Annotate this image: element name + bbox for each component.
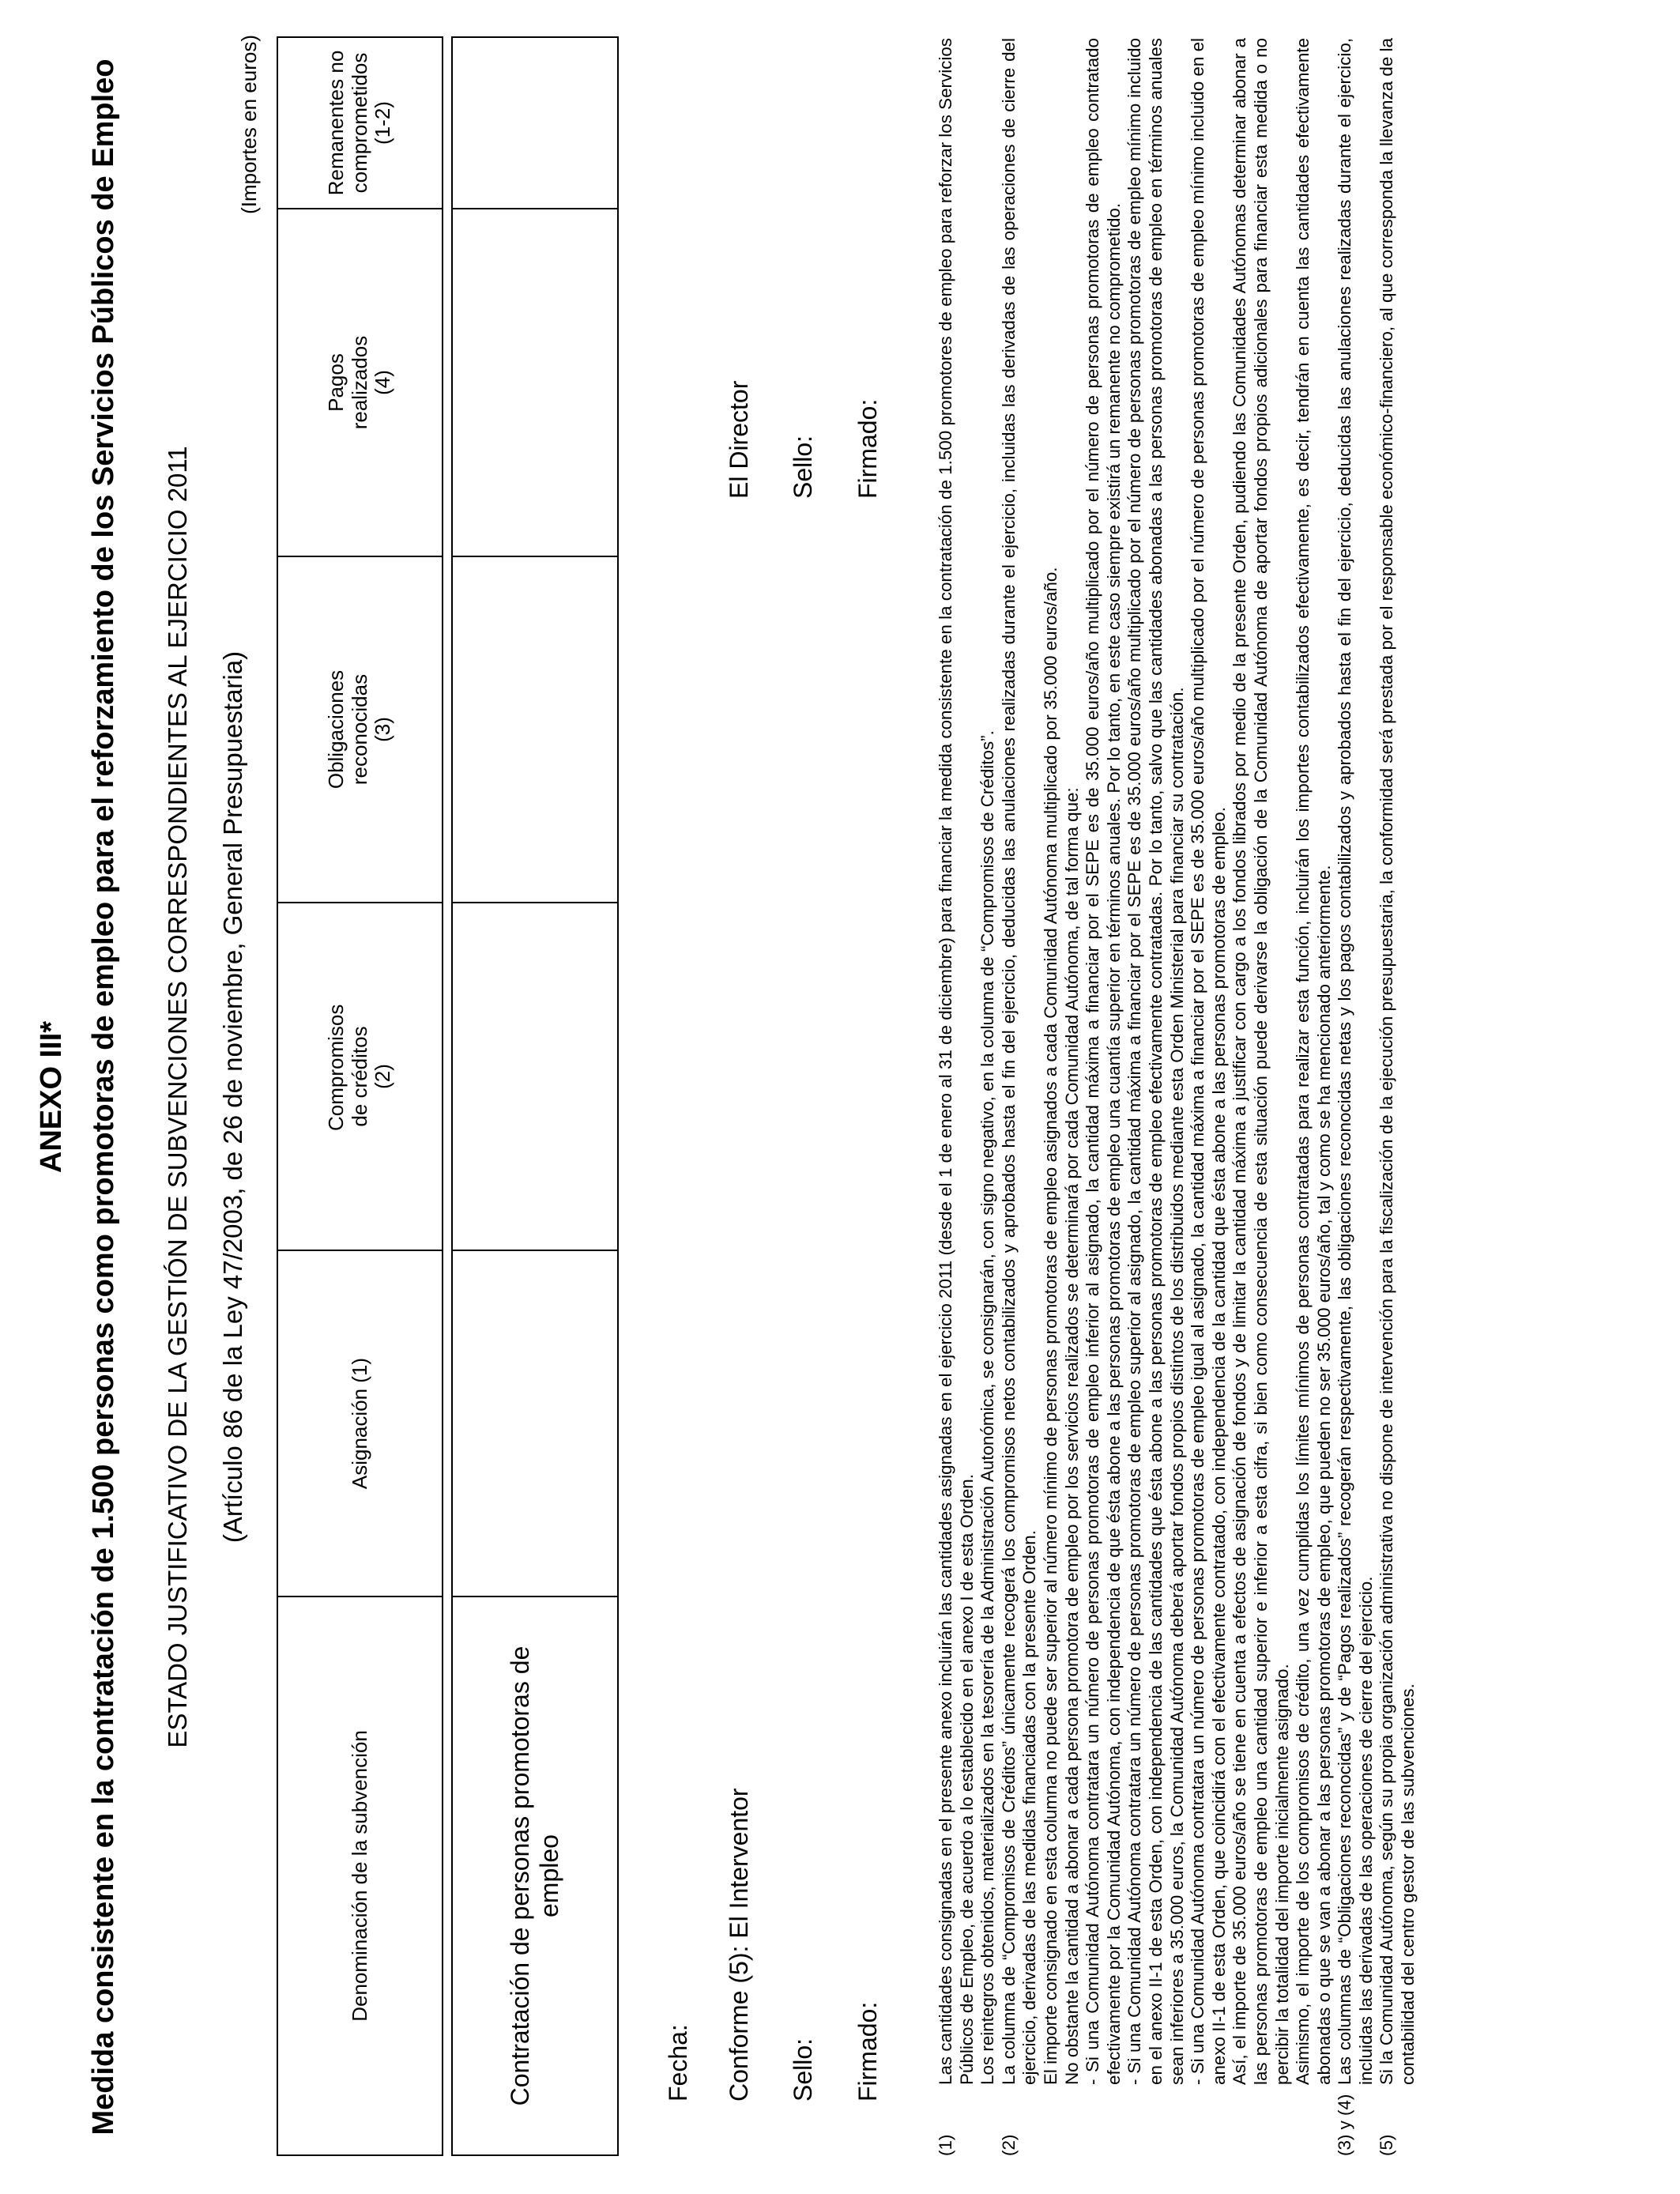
footnote-text: - Si una Comunidad Autónoma contratara un número de personas promotoras de empleo inferior al asignado, la cantidad máxima a financiar por el SEPE es de 35.000 euros/año multiplicado por el número de personas promotoras de empleo contratado efectivamente por la Comunidad Autónoma, con independencia de que ésta abone a las personas promotoras de empleo una cuantía superior en términos anuales. Por lo tanto, en este caso siempre existirá un remanente no comprometido. <box>1083 38 1124 2085</box>
footnote-text: Así, el importe de 35.000 euros/año se tiene en cuenta a efectos de asignación de fondos y de limitar la cantidad máxima a justificar con cargo a los fondos librados por medio de la presente Orden, pudiendo las Comunidades Autónomas determinar abonar a las personas promotoras de empleo una cantidad superior e inferior a esta cifra, si bien como consecuencia de esta situación puede derivarse la obligación de la Comunidad Autónoma de aportar fondos propios adicionales para financiar esta medida o no percibir la totalidad del importe inicialmente asignado. <box>1230 38 1292 2085</box>
table-cell <box>452 556 618 903</box>
table-row <box>452 37 618 2155</box>
footnote-text: No obstante la cantidad a abonar a cada persona promotora de empleo por los servicios realizados se determinará por cada Comunidad Autónoma, de tal forma que: <box>1061 787 1082 2085</box>
units-note: (Importes en euros) <box>237 35 261 214</box>
footnote-text: - Si una Comunidad Autónoma contratara un número de personas promotoras de empleo igual al asignado, la cantidad máxima a financiar por el SEPE es de 35.000 euros/año multiplicado por el número de personas promotoras de empleo mínimo incluido en el anexo II-1 de esta Orden, que coincidirá con el efectivamente contratado, con independencia de la cantidad que ésta abone a las personas promotoras de empleo. <box>1188 38 1229 2085</box>
report-subtitle: ESTADO JUSTIFICATIVO DE LA GESTIÓN DE SUBVENCIONES CORRESPONDIENTES AL EJERCICIO 2011 <box>163 446 192 1748</box>
footnote <box>1335 38 1377 2156</box>
footnote-text: Las cantidades consignadas en el presente anexo incluirán las cantidades asignadas en el ejercicio 2011 (desde el 1 de enero al 31 de diciembre) para financiar la medida consistente en la contratación de 1.500 promotores de empleo para reforzar los Servicios Públicos de Empleo, de acuerdo a lo establecido en el anexo I de esta Orden. <box>936 38 977 2085</box>
footnote-text: El importe consignado en esta columna no puede ser superior al número mínimo de personas promotoras de empleo asignados a cada Comunidad Autónoma multiplicado por 35.000 euros/año. <box>1040 567 1060 2085</box>
right-stamp-label: Sello: <box>789 435 817 499</box>
footnote-text: Los reintegros obtenidos, materializados en la tesorería de la Administración Autonómica, se consignarán, con signo negativo, en la columna de “Compromisos de Créditos”. <box>977 730 998 2085</box>
column-header: Asignación (1) <box>277 1250 443 1596</box>
header-row <box>277 37 443 2155</box>
footnote-text: Las columnas de “Obligaciones reconocidas” y de “Pagos realizados” recogerán respectivamente, las obligaciones reconocidas netas y los pagos contabilizados y aprobados hasta el fin del ejercicio, deducidas las anulaciones realizadas durante el ejercicio, incluidas las derivadas de las operaciones de cierre del ejercicio. <box>1335 38 1376 2085</box>
data-table <box>451 36 619 2156</box>
footnote-label: (1) <box>936 2134 955 2156</box>
column-header: Compromisos de créditos (2) <box>277 903 443 1250</box>
footnote <box>999 38 1335 2156</box>
legal-reference: (Artículo 86 de la Ley 47/2003, de 26 de noviembre, General Presupuestaria) <box>218 650 247 1544</box>
table-cell <box>452 209 618 556</box>
table-cell <box>452 37 618 209</box>
footnote <box>1377 38 1418 2156</box>
footnote-text: Asimismo, el importe de los compromisos de crédito, una vez cumplidas los límites mínimos de personas contratadas para realizar esta función, incluirán los importes contabilizados efectivamente, es decir, tendrán en cuenta las cantidades efectivamente abonadas o que se van a abonar a las personas promotoras de empleo, que pueden no ser 35.000 euros/año, tal y como se ha mencionado anteriormente. <box>1293 38 1334 2085</box>
footnote-text: - Si una Comunidad Autónoma contratara un número de personas promotoras de empleo superior al asignado, la cantidad máxima a financiar por el SEPE es de 35.000 euros/año multiplicado por el número de personas promotoras de empleo mínimo incluido en el anexo II-1 de esta Orden, con independencia de las cantidades que ésta abone a las personas promotoras de empleo efectivamente contratadas. Por lo tanto, salvo que las cantidades abonadas a las personas promotoras de empleo en términos anuales sean inferiores a 35.000 euros, la Comunidad Autónoma deberá aportar fondos propios distintos de los distribuidos mediante esta Orden Ministerial para financiar su contratación. <box>1124 38 1187 2085</box>
header-table <box>277 36 443 2156</box>
annex-title: ANEXO III* <box>35 1020 68 1174</box>
left-signed-label: Firmado: <box>853 2001 882 2102</box>
footnote-label: (5) <box>1377 2134 1397 2156</box>
column-header: Denominación de la subvención <box>277 1596 443 2155</box>
column-header: Remanentes no comprometidos (1-2) <box>277 37 443 209</box>
footnote-label: (2) <box>998 2134 1019 2156</box>
footnotes <box>936 38 1419 2156</box>
measure-title: Medida consistente en la contratación de 1.500 personas como promotoras de empleo para el reforzamiento de los Servicios Públicos de Empleo <box>87 58 120 2136</box>
director-label: El Director <box>725 380 753 499</box>
footnote-label: (3) y (4) <box>1335 2094 1355 2156</box>
table-cell: Contratación de personas promotoras de empleo <box>452 1596 618 2155</box>
date-label: Fecha: <box>664 2024 692 2102</box>
right-signed-label: Firmado: <box>853 398 882 499</box>
footnote-text: Si la Comunidad Autónoma, según su propia organización administrativa no dispone de intervención para la fiscalización de la ejecución presupuestaria, la conformidad será prestada por el responsable económico-financiero, al que corresponda la llevanza de la contabilidad del centro gestor de las subvenciones. <box>1377 38 1418 2085</box>
column-header: Pagos realizados (4) <box>277 209 443 556</box>
left-stamp-label: Sello: <box>789 2038 817 2102</box>
column-header: Obligaciones reconocidas (3) <box>277 556 443 903</box>
footnote-text: La columna de “Compromisos de Créditos” únicamente recogerá los compromisos netos contabilizados y aprobados hasta el fin del ejercicio, deducidas las anulaciones realizadas durante el ejercicio, incluidas las derivadas de las operaciones de cierre del ejercicio, derivadas de las medidas financiadas con la presente Orden. <box>998 38 1040 2085</box>
footnote <box>936 38 999 2156</box>
conforme-label: Conforme (5): El Interventor <box>725 1788 753 2102</box>
table-cell <box>452 1250 618 1596</box>
table-cell <box>452 903 618 1250</box>
